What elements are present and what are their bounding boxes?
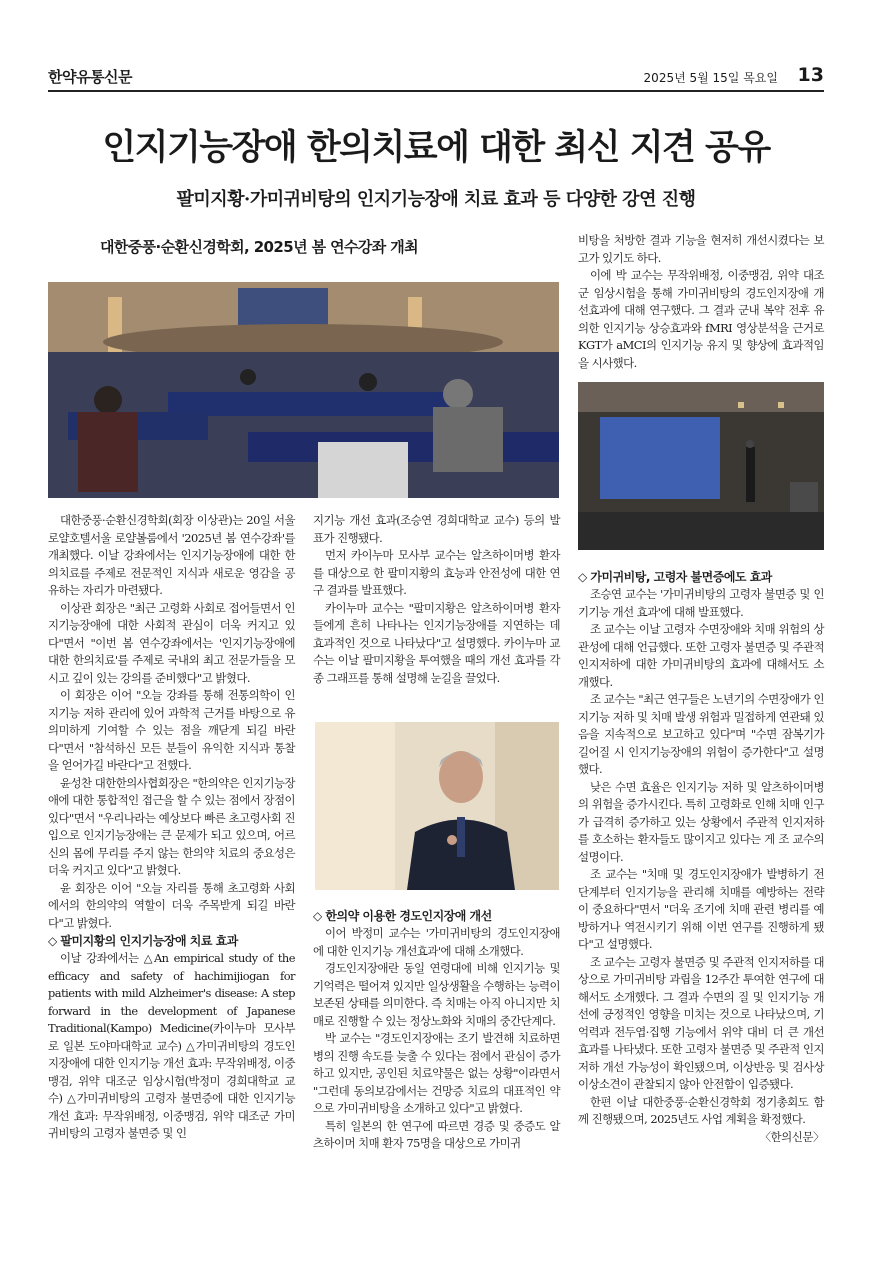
paragraph: 이에 박 교수는 무작위배정, 이중맹검, 위약 대조군 임상시험을 통해 가미귀비탕의 경도인지장애 개선효과에 대해 연구했다. 그 결과 군내 복약 전후 유의한 인지기능 상승효과와 fMRI 영상분석을 근거로 KGT가 aMCI의 인지기능 유지 및 향상에 효과적임을 시사했다. <box>578 268 824 370</box>
article-column-3-bottom <box>578 568 824 1146</box>
article-column-1 <box>48 512 295 1143</box>
article-column-3-top <box>578 232 824 372</box>
issue-date: 2025년 5월 15일 목요일 <box>643 71 778 85</box>
paragraph: 조 교수는 고령자 불면증 및 주관적 인지저하를 대상으로 가미귀비탕 과립을 12주간 투여한 연구에 대해서도 소개했다. 그 결과 수면의 질 및 인지기능 개선에 긍정적인 영향을 미치는 것으로 나타났으며, 기억력과 전두엽·집행 기능에서 위약 대비 더 큰 개선 효과를 나타냈다. 또한 고령자 불면증 및 주관적 인지저하 개선 가능성이 확인됐으며, 이상반응 및 검사상 이상소견이 관찰되지 않아 안전함이 입증됐다. <box>578 954 824 1091</box>
masthead <box>48 64 824 92</box>
article-column-2-bottom <box>313 907 560 1153</box>
subheadline: 팔미지황·가미귀비탕의 인지기능장애 치료 효과 등 다양한 강연 진행 <box>176 189 696 210</box>
paragraph: 조 교수는 이날 고령자 수면장애와 치매 위험의 상관성에 대해 언급했다. 또한 고령자 불면증 및 주관적 인지저하에 대한 가미귀비탕의 효과에 대해서도 소개했다. <box>578 622 824 689</box>
paragraph: 조승연 교수는 '가미귀비탕의 고령자 불면증 및 인기기능 개선 효과'에 대해 발표했다. <box>578 587 824 619</box>
page-number: 13 <box>797 64 824 86</box>
paragraph: 이날 강좌에서는 △An empirical study of the efficacy and safety of hachimijiogan for patients with mild Alzheimer's disease: A step forward in the development of Japanese Traditional(Kampo) Medicine(카이누마 모사부로 일본 도야마대학교 교수) △가미귀비탕의 경도인지장애에 대한 인지기능 개선 효과: 무작위배정, 이중맹검, 위약 대조군 임상시험(박정미 경희대학교 교수) △가미귀비탕의 고령자 불면증에 대한 인지기능 개선 효과: 무작위배정, 이중맹검, 위약 대조군 가미귀비탕의 고령자 불면증 및 인 <box>48 951 295 1140</box>
paragraph: 조 교수는 "최근 연구들은 노년기의 수면장애가 인지기능 저하 및 치매 발생 위험과 밀접하게 연관돼 있음을 지속적으로 보고하고 있다"며 "수면 잠복기가 길어질 시 인지기능장애의 위험이 증가한다"고 설명했다. <box>578 692 824 776</box>
paragraph: 먼저 카이누마 모사부 교수는 알츠하이머병 환자를 대상으로 한 팔미지황의 효능과 안전성에 대한 연구 결과를 발표했다. <box>313 548 560 597</box>
conference-hall-photo <box>48 282 559 498</box>
paragraph: 윤 회장은 이어 "오늘 자리를 통해 초고령화 사회에서의 한의약의 역할이 더욱 주목받게 되길 바란다"고 밝혔다. <box>48 880 295 930</box>
paragraph: 한편 이날 대한중풍·순환신경학회 정기총회도 함께 진행됐으며, 2025년도 사업 계획을 확정했다. <box>578 1094 824 1126</box>
paragraph: 낮은 수면 효율은 인지기능 저하 및 알츠하이머병의 위험을 증가시킨다. 특히 고령화로 인해 치매 인구가 급격히 증가하고 있는 상황에서 주관적 인지저하를 호소하는 환자들도 많이지고 있다는 게 조 교수의 설명이다. <box>578 779 824 864</box>
paragraph: 이어 박정미 교수는 '가미귀비탕의 경도인지장애에 대한 인지기능 개선효과'에 대해 소개했다. <box>313 926 560 958</box>
kicker: 대한중풍·순환신경학회, 2025년 봄 연수강좌 개최 <box>100 238 419 256</box>
paragraph: 박 교수는 "경도인지장애는 조기 발견해 치료하면 병의 진행 속도를 늦출 수 있다는 점에서 관심이 증가하고 있지만, 공인된 치료약물은 없는 상황"이라면서 "그런데 동의보감에서는 건망증 치료의 대표적인 약으로 가미귀비탕을 소개하고 있다"고 밝혔다. <box>313 1031 560 1115</box>
lecture-slide-photo <box>578 382 824 550</box>
speaker-photo <box>315 722 559 890</box>
paragraph: 이상관 회장은 "최근 고령화 사회로 접어들면서 인지기능장애에 대한 사회적 관심이 더욱 커지고 있다"면서 "이번 봄 연수강좌에서는 '인지기능장애에 대한 한의치료'를 주제로 국내외 최고 전문가들을 모시고 깊이 있는 강의를 준비했다"고 밝혔다. <box>48 600 295 685</box>
section-heading-3: ◇ 가미귀비탕, 고령자 불면증에도 효과 <box>578 570 772 584</box>
paragraph: 조 교수는 "치매 및 경도인지장애가 발병하기 전 단계부터 인지기능을 관리해 치매를 예방하는 전략이 중요하다"면서 "더욱 조기에 치매 관련 병리를 예방하거나 역전시키기 위해 이번 연구를 진행하게 됐다"고 설명했다. <box>578 867 824 951</box>
section-heading-1: ◇ 팔미지황의 인지기능장애 치료 효과 <box>48 934 238 948</box>
paragraph: 대한중풍·순환신경학회(회장 이상관)는 20일 서울 로얄호텔서울 로얄볼룸에서 '2025년 봄 연수강좌'를 개최했다. 이날 강좌에서는 인지기능장애에 대한 한의치료를 주제로 전문적인 지식과 새로운 영감을 공유하는 자리가 마련됐다. <box>48 513 295 597</box>
source-credit: 〈한의신문〉 <box>759 1129 824 1144</box>
section-heading-2: ◇ 한의약 이용한 경도인지장애 개선 <box>313 909 492 923</box>
paragraph: 비탕을 처방한 결과 기능을 현저히 개선시켰다는 보고가 있기도 하다. <box>578 233 824 265</box>
newspaper-name: 한약유통신문 <box>48 68 132 86</box>
paragraph: 이 회장은 이어 "오늘 강좌를 통해 전통의학이 인지기능 저하 관리에 있어 과학적 근거를 바탕으로 유의미하게 기여할 수 있는 점을 깨닫게 되길 바란다"면서 "참석하신 모든 분들이 유익한 지식과 통찰을 얻어가길 바란다"고 전했다. <box>48 688 295 772</box>
paragraph: 카이누마 교수는 "팔미지황은 알츠하이머병 환자들에게 흔히 나타나는 인지기능장애를 지연하는 데 효과적인 것으로 나타났다"고 설명했다. 카이누마 교수는 이날 팔미지황을 투여했을 때의 개선 효과를 각종 그래프를 통해 설명해 눈길을 끌었다. <box>313 600 560 685</box>
article-column-2-top <box>313 512 560 687</box>
paragraph: 윤성찬 대한한의사협회장은 "한의약은 인지기능장애에 대한 통합적인 접근을 할 수 있는 점에서 장점이 있다"면서 "우리나라는 예상보다 빠른 초고령사회 진입으로 인지기능장애는 큰 문제가 되고 있으며, 어르신의 몸에 무리를 주지 않는 한의약 치료의 중요성은 더욱 커지고 있다"고 밝혔다. <box>48 775 295 877</box>
paragraph: 특히 일본의 한 연구에 따르면 경증 및 중증도 알츠하이머 치매 환자 75명을 대상으로 가미귀 <box>313 1118 560 1150</box>
paragraph: 지기능 개선 효과(조승연 경희대학교 교수) 등의 발표가 진행됐다. <box>313 513 560 545</box>
headline: 인지기능장애 한의치료에 대한 최신 지견 공유 <box>102 128 770 168</box>
paragraph: 경도인지장애란 동일 연령대에 비해 인지기능 및 기억력은 떨어져 있지만 일상생활을 수행하는 능력이 보존된 상태를 의미한다. 즉 치매는 아직 아니지만 치매로 진행할 수 있는 정상노화와 치매의 중간단계다. <box>313 961 560 1028</box>
